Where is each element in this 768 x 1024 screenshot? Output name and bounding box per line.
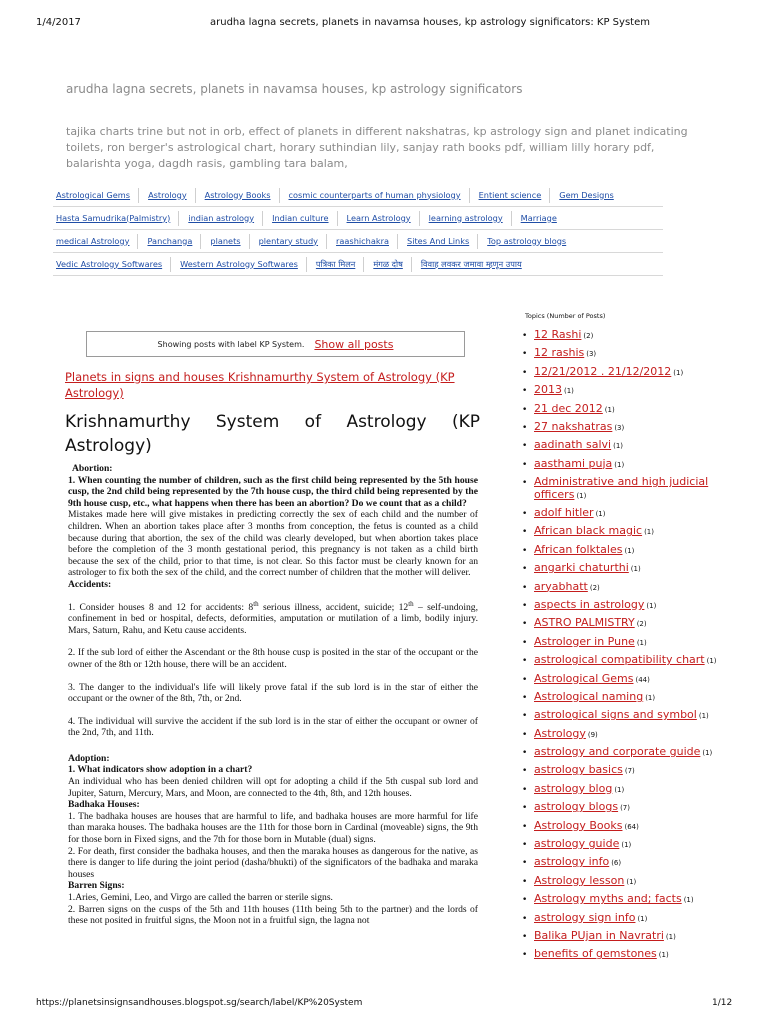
topic-item [520, 912, 735, 926]
topic-count: (1) [665, 933, 676, 941]
topic-count: (7) [624, 767, 635, 776]
nav-link[interactable]: Panchanga [144, 234, 201, 249]
topic-count: (1) [621, 841, 632, 850]
nav-link[interactable]: Hasta Samudrika(Palmistry) [53, 211, 179, 226]
topic-item [520, 856, 735, 870]
topic-count: (1) [673, 368, 684, 377]
topic-count: (1) [614, 785, 625, 794]
topic-count: (1) [645, 693, 656, 702]
topic-item [520, 384, 735, 398]
nav-link[interactable]: Vedic Astrology Softwares [53, 257, 171, 272]
topic-count: (1) [595, 510, 606, 519]
topic-link[interactable]: African black magic [534, 524, 643, 538]
topic-count: (1) [604, 405, 615, 414]
topic-link[interactable]: Astrology myths and; facts [534, 892, 682, 906]
topic-count: (1) [613, 442, 624, 451]
topic-link[interactable]: Astrology Books [534, 818, 623, 832]
topic-count: (1) [683, 896, 694, 905]
topic-item [520, 691, 735, 705]
barren-point-1: 1.Aries, Gemini, Leo, and Virgo are called the barren or sterile signs. [68, 892, 333, 903]
barren-point-2: 2. Barren signs on the cusps of the 5th and 11th houses (11th being 5th to the partner) and the lords of these not posited in fruitful signs, the Moon not in a fruitful sign, the lagna not [68, 903, 478, 927]
topic-link[interactable]: astrological compatibility chart [534, 653, 705, 667]
accident-point-1: 1. Consider houses 8 and 12 for accidents: 8th serious illness, accident, suicide; 12th – self-undoing, confinement in bed or hospital, defects, deformities, amputation or mutilation of a limb, bodily injury. Mars, Saturn, Rahu, and Ketu cause accidents. [68, 599, 478, 636]
nav-link[interactable]: Sites And Links [404, 234, 478, 249]
topic-item [520, 347, 735, 361]
topic-link[interactable]: astrological signs and symbol [534, 708, 697, 722]
topic-count: (7) [620, 804, 630, 813]
adoption-paragraph: An individual who has been denied children will opt for adopting a child if the 5th cuspal sub lord and Jupiter, Saturn, Mercury, Mars, and Moon, are connected to the 4th, 8th, and 12th houses. [68, 776, 478, 799]
topic-item [520, 617, 735, 631]
topics-list [520, 329, 735, 967]
topic-link[interactable]: astrology blog [534, 781, 613, 795]
topic-count: (1) [644, 528, 654, 537]
topic-count: (2) [589, 583, 600, 592]
topic-link[interactable]: angarki chaturthi [534, 561, 629, 575]
topic-count: (1) [576, 491, 587, 500]
topic-count: (6) [611, 859, 622, 868]
topic-item [520, 439, 735, 453]
topic-item [520, 893, 735, 907]
nav-link[interactable]: Astrology [145, 188, 196, 203]
topic-link[interactable]: Astrology [534, 726, 586, 740]
topic-link[interactable]: benefits of gemstones [534, 947, 657, 961]
topic-item [520, 507, 735, 521]
topic-item [520, 403, 735, 417]
topic-link[interactable]: adolf hitler [534, 506, 594, 520]
topic-count: (1) [646, 601, 657, 610]
topic-count: (9) [587, 730, 598, 739]
section-heading-badhaka: Badhaka Houses: [68, 799, 140, 811]
topic-count: (1) [698, 712, 709, 721]
nav-link[interactable]: Western Astrology Softwares [177, 257, 307, 272]
nav-link[interactable]: raashichakra [333, 234, 398, 249]
topic-count: (44) [635, 675, 650, 684]
section-heading-adoption: Adoption: [68, 752, 110, 764]
topic-link[interactable]: astrology guide [534, 837, 620, 851]
topic-link[interactable]: astrology sign info [534, 910, 636, 924]
nav-row [53, 184, 663, 207]
topic-link[interactable]: Astrology lesson [534, 873, 625, 887]
nav-link[interactable]: मंगळ दोष [370, 257, 412, 272]
nav-link[interactable]: learning astrology [426, 211, 512, 226]
nav-link[interactable]: planets [207, 234, 249, 249]
nav-row [53, 230, 663, 253]
topic-item [520, 458, 735, 472]
section-heading-accidents: Accidents: [68, 578, 112, 590]
nav-link[interactable]: Entient science [476, 188, 551, 203]
nav-link[interactable]: Astrological Gems [53, 188, 139, 203]
nav-row [53, 207, 663, 230]
adoption-question: 1. What indicators show adoption in a chart? [68, 764, 253, 776]
topic-link[interactable]: 2013 [534, 383, 562, 397]
topic-link[interactable]: astrology and corporate guide [534, 745, 701, 759]
topic-link[interactable]: Astrological Gems [534, 671, 634, 685]
topic-link[interactable]: aasthami puja [534, 456, 613, 470]
topic-link[interactable]: Administrative and high judicial officers [534, 475, 709, 501]
accident-point-2: 2. If the sub lord of either the Ascendant or the 8th house cusp is posited in the star of the occupant or the owner of the 8th or 12th house, there will be an accident. [68, 647, 478, 670]
topic-item [520, 801, 735, 815]
section-heading-abortion: Abortion: [72, 463, 113, 474]
nav-link[interactable]: Gem Designs [559, 189, 614, 200]
topic-link[interactable]: Astrological naming [534, 689, 644, 703]
topic-link[interactable]: Astrologer in Pune [534, 634, 635, 648]
topics-heading: Topics (Number of Posts) [525, 312, 606, 320]
topic-count: (1) [636, 638, 647, 647]
post-heading: Krishnamurthy System of Astrology (KP Astrology) [65, 412, 480, 456]
topic-item [520, 525, 735, 539]
print-page-title: arudha lagna secrets, planets in navamsa houses, kp astrology significators: KP System [210, 17, 650, 28]
nav-link[interactable]: विवाह लवकर जमावा म्हणून उपाय [420, 258, 522, 269]
topic-link[interactable]: astrology blogs [534, 800, 619, 814]
nav-link[interactable]: Top astrology blogs [487, 235, 567, 246]
blog-description: tajika charts trine but not in orb, effect of planets in different nakshatras, kp astrology sign and planet indicating toilets, ron berger's astrological chart, horary suthindian lily, sanjay rath books pdf, william lilly horary pdf, balarishta yoga, dagdh rasis, gambling tara balam, [66, 125, 688, 170]
nav-row [53, 253, 663, 276]
topic-count: (1) [702, 749, 713, 758]
topic-link[interactable]: aadinath salvi [534, 438, 612, 452]
topic-count: (3) [586, 350, 597, 359]
topic-count: (1) [706, 657, 717, 666]
topic-count: (1) [624, 546, 635, 555]
topic-item [520, 728, 735, 742]
topic-count: (1) [637, 914, 648, 923]
print-date: 1/4/2017 [36, 17, 81, 28]
topic-count: (3) [614, 423, 625, 432]
nav-link[interactable]: medical Astrology [53, 234, 138, 249]
topic-count: (1) [658, 951, 669, 960]
topic-item [520, 421, 735, 435]
topic-link[interactable]: 12 Rashi [534, 328, 582, 341]
topic-count: (1) [614, 460, 625, 469]
topic-item [520, 838, 735, 852]
accident-point-3: 3. The danger to the individual's life will likely prove fatal if the sub lord is in the star of either the occupant or the owner of the 8th, 7th, or 2nd. [68, 681, 478, 705]
nav-link[interactable]: Astrology Books [202, 188, 280, 203]
topic-count: (64) [624, 822, 639, 831]
topic-item [520, 654, 735, 668]
nav-link[interactable]: Marriage [520, 212, 557, 223]
topic-link[interactable]: Balika PUjan in Navratri [534, 929, 664, 942]
topic-item [520, 746, 735, 760]
topic-link[interactable]: 21 dec 2012 [534, 401, 603, 415]
nav-link[interactable]: पत्रिका मिलन [313, 257, 364, 272]
print-url: https://planetsinsignsandhouses.blogspot.sg/search/label/KP%20System [36, 998, 363, 1008]
topic-link[interactable]: 27 nakshatras [534, 419, 613, 433]
show-all-posts-link[interactable]: Show all posts [314, 337, 394, 351]
topic-item [520, 329, 735, 343]
topic-link[interactable]: aspects in astrology [534, 597, 645, 611]
blog-title[interactable]: arudha lagna secrets, planets in navamsa houses, kp astrology significators [66, 82, 523, 96]
article-body [68, 463, 478, 927]
nav-link[interactable]: indian astrology [185, 211, 263, 226]
abortion-paragraph: Mistakes made here will give mistakes in predicting correctly the sex of each child and the number of children. When an abortion takes place after 3 months from conception, the fetus is counted as a child because during that abortion, the sex of the child was clearly developed, but when abortion takes place before the completion of the 3 month gestational period, this pregnancy is not taken as a child birth because the sex of the child, prior to that time, is not clear. So this factor must be clearly known for an astrologer to fix both the sex of the child, and the correct number of children that the mother will deliver. [68, 509, 478, 579]
print-page-number: 1/12 [712, 998, 733, 1008]
badhaka-point-1: 1. The badhaka houses are houses that are harmful to life, and badhaka houses are more harmful for life than maraka houses. The badhaka houses are the 11th for those born in Cardinal (moveable) signs, the 9th for those born in Fixed signs, and the 7th for those born in Mutable (dual) signs. [68, 810, 478, 846]
topic-item [520, 599, 735, 613]
topic-count: (2) [583, 332, 594, 340]
label-navigation [53, 184, 663, 276]
topic-link[interactable]: ASTRO PALMISTRY [534, 616, 635, 630]
section-heading-barren: Barren Signs: [68, 880, 125, 892]
filter-notice-text: Showing posts with label KP System. [157, 339, 305, 349]
topic-item [520, 673, 735, 687]
abortion-question: 1. When counting the number of children, such as the first child being represented by the 5th house cusp, the 2nd child being represented by the 7th house cusp, the third child being represented by the 9th house cusp, etc., what happens when there has been an abortion? Do we count that as a child? [68, 474, 478, 509]
topic-item [520, 875, 735, 889]
topic-count: (2) [636, 620, 647, 629]
badhaka-point-2: 2. For death, first consider the badhaka houses, and then the maraka houses as dangerous for the native, as there is danger to life during the joint period (dasha/bhukti) of the significators of the badhaka and maraka houses [68, 845, 478, 880]
topic-item [520, 948, 735, 962]
topic-item [520, 709, 735, 723]
nav-link[interactable]: Learn Astrology [344, 211, 420, 226]
topic-item [520, 636, 735, 650]
topic-item [520, 544, 735, 558]
topic-item [520, 764, 735, 778]
topic-item [520, 476, 735, 502]
nav-link[interactable]: plentary study [256, 234, 327, 249]
topic-link[interactable]: aryabhatt [534, 579, 588, 593]
topic-count: (1) [564, 387, 574, 396]
topic-count: (1) [626, 877, 637, 886]
accident-point-4: 4. The individual will survive the accident if the sub lord is in the star of either the occupant or owner of the 2nd, 7th, and 11th. [68, 715, 478, 739]
topic-item [520, 562, 735, 576]
topic-link[interactable]: astrology basics [534, 763, 623, 777]
topic-item [520, 820, 735, 834]
post-title-link[interactable]: Planets in signs and houses Krishnamurthy System of Astrology (KP Astrology) [65, 370, 455, 400]
topic-item [520, 930, 735, 944]
label-filter-notice [86, 331, 465, 357]
topic-item [520, 366, 735, 380]
topic-link[interactable]: African folktales [534, 542, 623, 556]
topic-link[interactable]: astrology info [534, 855, 610, 869]
nav-link[interactable]: cosmic counterparts of human physiology [286, 188, 470, 203]
topic-item [520, 783, 735, 797]
nav-link[interactable]: Indian culture [269, 211, 337, 226]
topic-link[interactable]: 12 rashis [534, 346, 585, 360]
topic-item [520, 581, 735, 595]
topic-link[interactable]: 12/21/2012 . 21/12/2012 [534, 364, 672, 378]
topic-count: (1) [630, 565, 641, 574]
